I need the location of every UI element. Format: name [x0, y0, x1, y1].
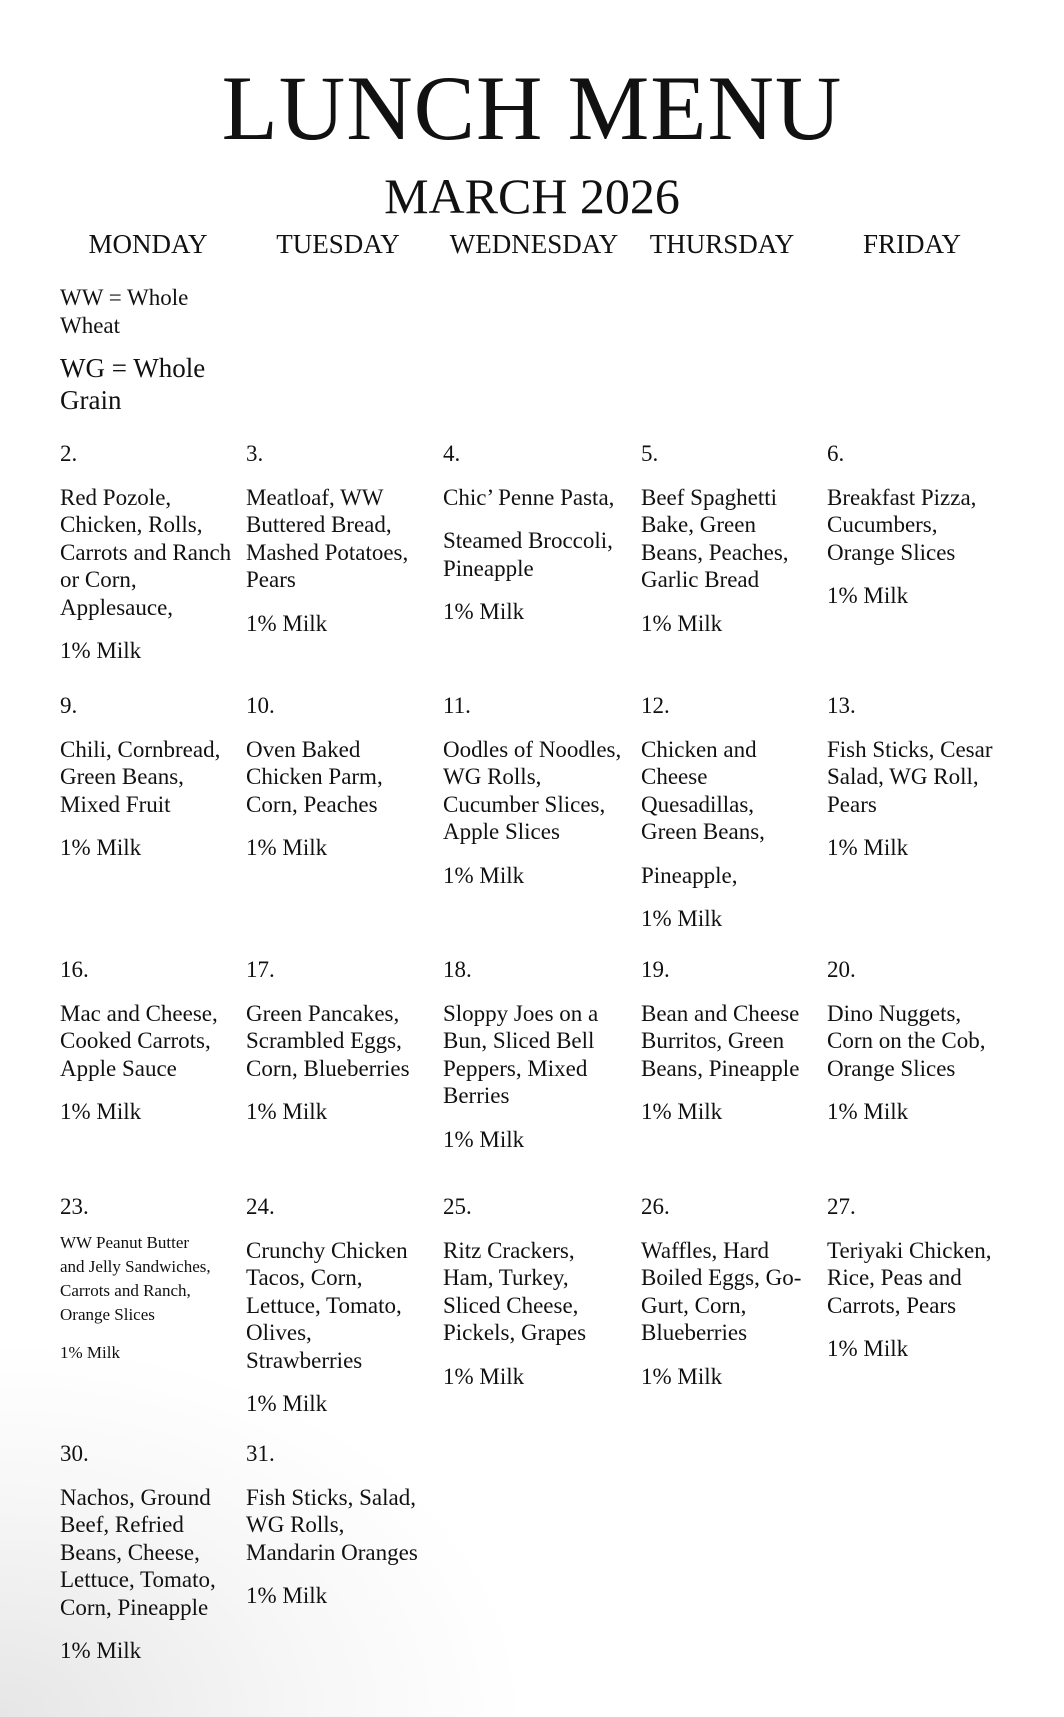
menu-items: WW Peanut Butter and Jelly Sandwiches, Carrots and Ranch, Orange Slices: [60, 1232, 211, 1324]
menu-items: Oodles of Noodles, WG Rolls, Cucumber Slices, Apple Slices: [443, 736, 622, 844]
milk-item: 1% Milk: [443, 1126, 525, 1152]
date-number: 4.: [443, 441, 461, 466]
menu-items: Fish Sticks, Cesar Salad, WG Roll, Pears: [827, 736, 993, 817]
date-number: 18.: [443, 957, 472, 982]
date-number: 31.: [246, 1441, 275, 1466]
day-cell: [641, 956, 831, 1126]
milk-item: 1% Milk: [641, 906, 723, 931]
day-cell: [60, 956, 250, 1126]
date-number: 30.: [60, 1441, 89, 1466]
date-number: 13.: [827, 693, 856, 718]
milk-item: 1% Milk: [443, 1363, 525, 1389]
legend-whole-grain: WG = Whole Grain: [60, 353, 206, 415]
date-number: 25.: [443, 1194, 472, 1219]
menu-items: Fish Sticks, Salad, WG Rolls, Mandarin Oranges: [246, 1484, 418, 1565]
menu-items: Meatloaf, WW Buttered Bread, Mashed Potatoes, Pears: [246, 484, 409, 592]
milk-item: 1% Milk: [246, 610, 328, 636]
day-cell: [443, 1193, 639, 1390]
date-number: 17.: [246, 957, 275, 982]
menu-items: Mac and Cheese, Cooked Carrots, Apple Sauce: [60, 1000, 218, 1081]
day-header-thursday: THURSDAY: [649, 229, 795, 259]
page-title: LUNCH MENU: [221, 57, 843, 159]
menu-items: Breakfast Pizza, Cucumbers, Orange Slices: [827, 484, 977, 565]
milk-item: 1% Milk: [246, 1099, 328, 1124]
date-number: 24.: [246, 1194, 275, 1219]
milk-item: 1% Milk: [60, 1099, 142, 1124]
day-cell: [443, 440, 639, 626]
day-header-friday: FRIDAY: [862, 229, 962, 259]
menu-items: Chili, Cornbread, Green Beans, Mixed Fruit: [60, 736, 221, 817]
day-cell: [827, 692, 1017, 862]
menu-items: Green Pancakes, Scrambled Eggs, Corn, Blueberries: [246, 1000, 410, 1081]
date-number: 9.: [60, 693, 78, 718]
date-number: 6.: [827, 441, 845, 466]
day-cell: [246, 956, 436, 1126]
month-subtitle: MARCH 2026: [384, 168, 680, 224]
menu-items: Chicken and Cheese Quesadillas, Green Beans,: [641, 736, 765, 844]
milk-item: 1% Milk: [60, 1342, 120, 1362]
day-cell: [443, 956, 639, 1153]
menu-items: Dino Nuggets, Corn on the Cob, Orange Slices: [827, 1000, 986, 1081]
milk-item: 1% Milk: [246, 835, 328, 860]
menu-items: Crunchy Chicken Tacos, Corn, Lettuce, Tomato, Olives, Strawberries: [246, 1237, 408, 1373]
day-cell: [246, 692, 436, 862]
day-cell: [60, 1193, 250, 1365]
milk-item: 1% Milk: [60, 638, 142, 663]
day-header-wednesday: WEDNESDAY: [449, 229, 619, 259]
milk-item: 1% Milk: [827, 1336, 909, 1361]
milk-item: 1% Milk: [641, 1363, 723, 1389]
milk-item: 1% Milk: [60, 835, 142, 860]
menu-items-extra: Steamed Broccoli, Pineapple: [443, 528, 613, 581]
milk-item: 1% Milk: [827, 835, 909, 860]
date-number: 16.: [60, 957, 89, 982]
day-cell: [443, 692, 639, 889]
menu-items: Sloppy Joes on a Bun, Sliced Bell Peppers, Mixed Berries: [443, 1000, 599, 1108]
date-number: 26.: [641, 1194, 670, 1219]
milk-item: 1% Milk: [246, 1391, 328, 1416]
date-number: 11.: [443, 693, 471, 718]
day-cell: [246, 1440, 436, 1610]
milk-item: 1% Milk: [443, 862, 525, 888]
date-number: 12.: [641, 693, 670, 718]
date-number: 3.: [246, 441, 264, 466]
menu-items: Bean and Cheese Burritos, Green Beans, Pineapple: [641, 1000, 800, 1081]
menu-items: Nachos, Ground Beef, Refried Beans, Cheese, Lettuce, Tomato, Corn, Pineapple: [60, 1484, 216, 1620]
day-cell: [827, 440, 1017, 610]
milk-item: 1% Milk: [60, 1638, 142, 1663]
date-number: 27.: [827, 1194, 856, 1219]
date-number: 10.: [246, 693, 275, 718]
milk-item: 1% Milk: [443, 599, 525, 624]
day-header-tuesday: TUESDAY: [276, 229, 400, 259]
day-header-monday: MONDAY: [88, 229, 208, 259]
milk-item: 1% Milk: [641, 610, 723, 636]
date-number: 2.: [60, 441, 78, 466]
menu-items: Red Pozole, Chicken, Rolls, Carrots and Ranch or Corn, Applesauce,: [60, 484, 232, 620]
day-cell: [246, 440, 436, 637]
menu-items: Chic’ Penne Pasta,: [443, 484, 615, 510]
milk-item: 1% Milk: [827, 1099, 909, 1124]
menu-items: Teriyaki Chicken, Rice, Peas and Carrots, Pears: [827, 1237, 992, 1318]
legend-whole-wheat: WW = Whole Wheat: [60, 285, 189, 338]
date-number: 5.: [641, 441, 659, 466]
day-cell: [641, 440, 831, 637]
day-cell: [641, 692, 831, 933]
day-cell: [827, 1193, 1017, 1363]
milk-item: 1% Milk: [246, 1583, 328, 1608]
menu-items: Beef Spaghetti Bake, Green Beans, Peaches, Garlic Bread: [641, 484, 789, 592]
date-number: 19.: [641, 957, 670, 982]
day-cell: [60, 692, 250, 862]
milk-item: 1% Milk: [827, 583, 909, 608]
day-cell: [246, 1193, 436, 1418]
day-cell: [60, 1440, 250, 1665]
menu-items: Waffles, Hard Boiled Eggs, Go- Gurt, Corn, Blueberries: [641, 1237, 802, 1345]
milk-item: 1% Milk: [641, 1099, 723, 1124]
menu-items: Oven Baked Chicken Parm, Corn, Peaches: [246, 736, 383, 817]
menu-items-extra: Pineapple,: [641, 862, 738, 888]
day-cell: [827, 956, 1017, 1126]
date-number: 23.: [60, 1194, 89, 1219]
day-cell: [60, 440, 250, 665]
menu-items: Ritz Crackers, Ham, Turkey, Sliced Cheese, Pickels, Grapes: [443, 1237, 587, 1345]
date-number: 20.: [827, 957, 856, 982]
day-cell: [641, 1193, 831, 1390]
